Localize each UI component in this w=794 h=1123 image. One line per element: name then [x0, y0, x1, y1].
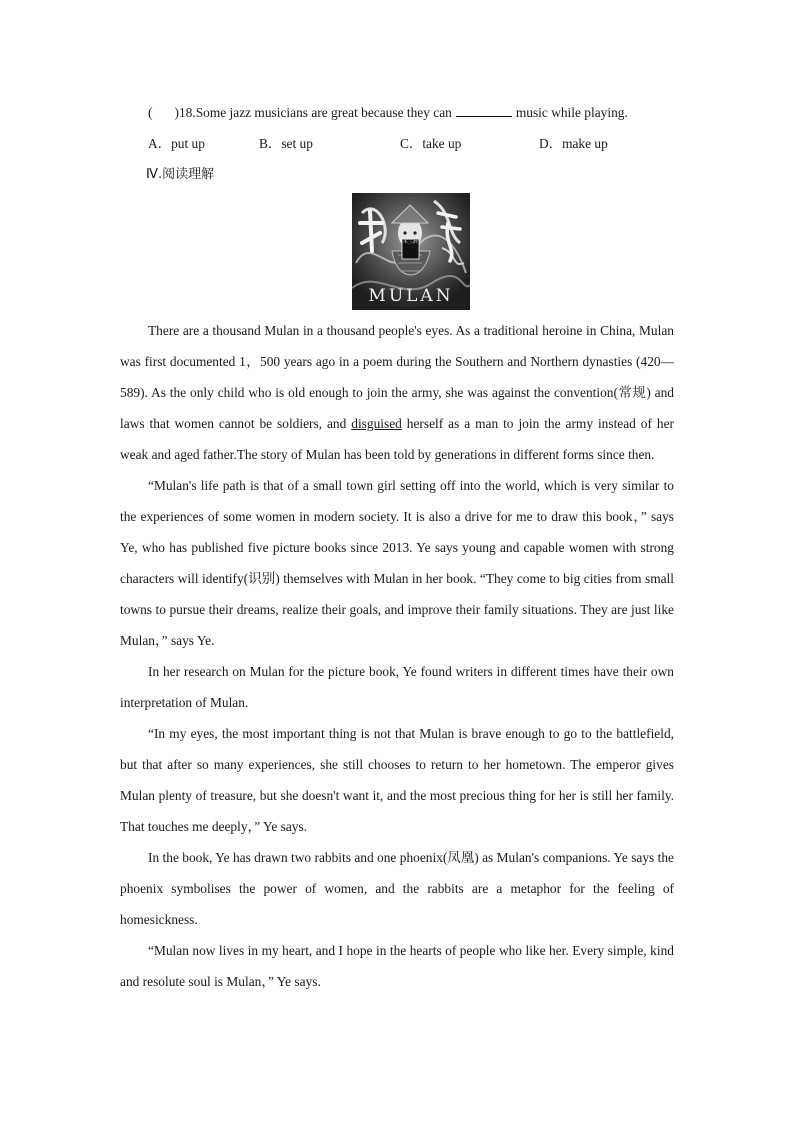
- answer-blank: [456, 104, 512, 117]
- option-letter: D．: [539, 136, 563, 151]
- paragraph-1-text: There are a thousand Mulan in a thousand people's eyes. As a traditional heroine in China, Mulan was first documented 1，500 years ago in a poem during the Southern and Northern dynasties (420—589). As the only child who is old enough to join the army, she was against the convention(常规) and laws that women cannot be soldiers, and: [120, 323, 674, 431]
- paragraph-2: “Mulan's life path is that of a small town girl setting off into the world, which is very similar to the experiences of some women in modern society. It is also a drive for me to draw this book，” says Ye, who has published five picture books since 2013. Ye says young and capable women with strong characters will identify(识别) themselves with Mulan in her book. “They come to big cities from small towns to pursue their dreams, realize their goals, and improve their family situations. They are just like Mulan，” says Ye.: [120, 478, 674, 648]
- paragraph-1-text-end: herself as a man to join the army instead of her weak and aged father.The story of Mulan has been told by generations in different forms since then.: [120, 416, 674, 462]
- question-number: 18.: [178, 105, 196, 120]
- question-stem-before: Some jazz musicians are great because they can: [195, 105, 452, 120]
- section-title: Ⅳ.阅读理解: [146, 167, 215, 182]
- option-letter: C．: [400, 136, 423, 151]
- option-text: set up: [281, 136, 313, 151]
- paragraph-6: “Mulan now lives in my heart, and I hope in the hearts of people who like her. Every simple, kind and resolute soul is Mulan，” Ye says.: [120, 943, 674, 989]
- underlined-word: disguised: [351, 416, 402, 431]
- question-18: [148, 103, 628, 123]
- mulan-cover-image: [352, 193, 470, 310]
- question-stem-after: music while playing.: [515, 105, 628, 120]
- paragraph-5: In the book, Ye has drawn two rabbits and one phoenix(凤凰) as Mulan's companions. Ye says the phoenix symbolises the power of women, and the rabbits are a metaphor for the feeling of homesickness.: [120, 850, 674, 927]
- cover-title-chinese: 木兰辞: [402, 239, 418, 245]
- paragraph-1: [120, 315, 674, 470]
- option-d: [539, 134, 608, 154]
- option-text: put up: [171, 136, 205, 151]
- cover-title-latin: MULAN: [368, 286, 454, 306]
- option-letter: B．: [259, 136, 282, 151]
- question-options: [0, 134, 794, 154]
- option-c: [400, 134, 461, 154]
- option-text: make up: [562, 136, 608, 151]
- option-text: take up: [422, 136, 462, 151]
- option-a: [148, 134, 205, 154]
- answer-paren-close: ): [174, 105, 179, 120]
- option-letter: A．: [148, 136, 172, 151]
- paragraph-3: In her research on Mulan for the picture book, Ye found writers in different times have their own interpretation of Mulan.: [120, 664, 674, 710]
- option-b: [259, 134, 313, 154]
- reading-passage: [120, 315, 674, 997]
- answer-paren-open: (: [148, 105, 153, 120]
- paragraph-4: “In my eyes, the most important thing is not that Mulan is brave enough to go to the battlefield, but that after so many experiences, she still chooses to return to her hometown. The emperor gives Mulan plenty of treasure, but she doesn't want it, and the most precious thing for her is still her family. That touches me deeply，” Ye says.: [120, 726, 674, 834]
